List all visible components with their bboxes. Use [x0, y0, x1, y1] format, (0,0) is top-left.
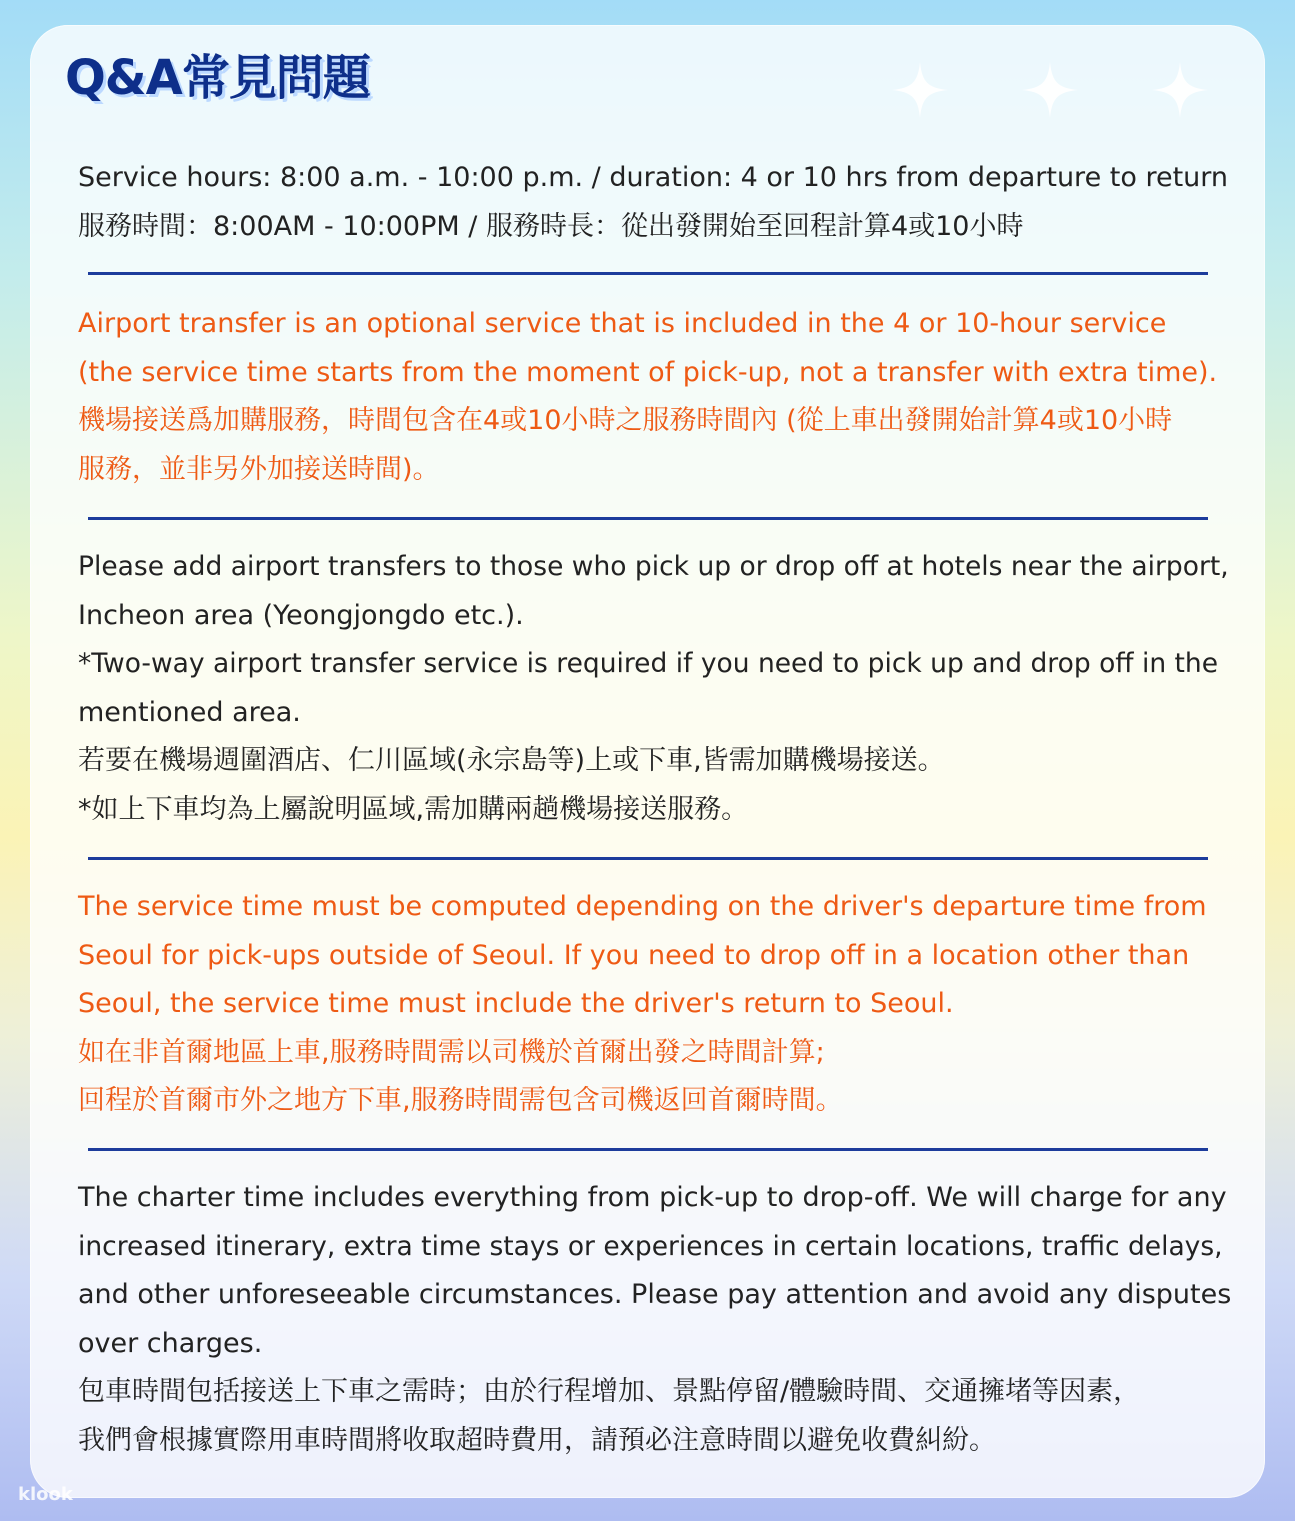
- text-line: 機場接送爲加購服務，時間包含在4或10小時之服務時間內 (從上車出發開始計算4或10小時: [78, 405, 1173, 437]
- section-divider: [88, 272, 1208, 275]
- qa-section-airport-area: [78, 543, 1238, 835]
- text-line: Service hours: 8:00 a.m. - 10:00 p.m. / duration: 4 or 10 hrs from departure to return: [78, 162, 1229, 193]
- text-line: (the service time starts from the moment of pick-up, not a transfer with extra time).: [78, 356, 1218, 388]
- text-line: 如在非首爾地區上車,服務時間需以司機於首爾出發之時間計算;: [78, 1036, 825, 1068]
- watermark-logo: klook: [18, 1484, 73, 1505]
- qa-section-outside-seoul: [78, 883, 1238, 1126]
- text-line: The charter time includes everything from pick-up to drop-off. We will charge for any: [78, 1182, 1227, 1213]
- sparkle-icon: [1152, 62, 1208, 118]
- text-line: 回程於首爾市外之地方下車,服務時間需包含司機返回首爾時間。: [78, 1085, 843, 1117]
- qa-section-service-hours: [78, 154, 1238, 251]
- text-line: Please add airport transfers to those who pick up or drop off at hotels near the airport,: [78, 551, 1229, 582]
- text-line: 包車時間包括接送上下車之需時；由於行程增加、景點停留/體驗時間、交通擁堵等因素，: [78, 1376, 1141, 1408]
- text-line: increased itinerary, extra time stays or experiences in certain locations, traffic delays,: [78, 1230, 1223, 1262]
- section-divider: [88, 517, 1208, 520]
- text-line: 服務，並非另外加接送時間)。: [78, 453, 440, 485]
- text-line: Seoul, the service time must include the driver's return to Seoul.: [78, 988, 954, 1020]
- text-line: 服務時間：8:00AM - 10:00PM / 服務時長：從出發開始至回程計算4或10小時: [78, 210, 1024, 242]
- text-line: 我們會根據實際用車時間將收取超時費用，請預必注意時間以避免收費糾紛。: [78, 1424, 996, 1456]
- text-line: Seoul for pick-ups outside of Seoul. If you need to drop off in a location other than: [78, 939, 1190, 971]
- text-line: 若要在機場週圍酒店、仁川區域(永宗島等)上或下車,皆需加購機場接送。: [78, 745, 945, 777]
- text-line: *如上下車均為上屬說明區域,需加購兩趟機場接送服務。: [78, 793, 749, 825]
- section-divider: [88, 1148, 1208, 1151]
- sparkle-icon: [892, 62, 948, 118]
- qa-section-charter-time: [78, 1174, 1238, 1466]
- sparkle-decoration: [890, 60, 1220, 120]
- qa-section-airport-transfer: [78, 300, 1238, 494]
- text-line: Incheon area (Yeongjongdo etc.).: [78, 599, 524, 631]
- text-line: *Two-way airport transfer service is required if you need to pick up and drop off in the: [78, 648, 1219, 680]
- page-title: Q&A常見問題: [65, 50, 370, 106]
- section-divider: [88, 857, 1208, 860]
- sparkle-icon: [1022, 62, 1078, 118]
- text-line: Airport transfer is an optional service that is included in the 4 or 10-hour service: [78, 308, 1167, 339]
- text-line: mentioned area.: [78, 696, 301, 728]
- text-line: The service time must be computed depending on the driver's departure time from: [78, 891, 1207, 922]
- text-line: and other unforeseeable circumstances. Please pay attention and avoid any disputes: [78, 1279, 1232, 1311]
- text-line: over charges.: [78, 1327, 263, 1359]
